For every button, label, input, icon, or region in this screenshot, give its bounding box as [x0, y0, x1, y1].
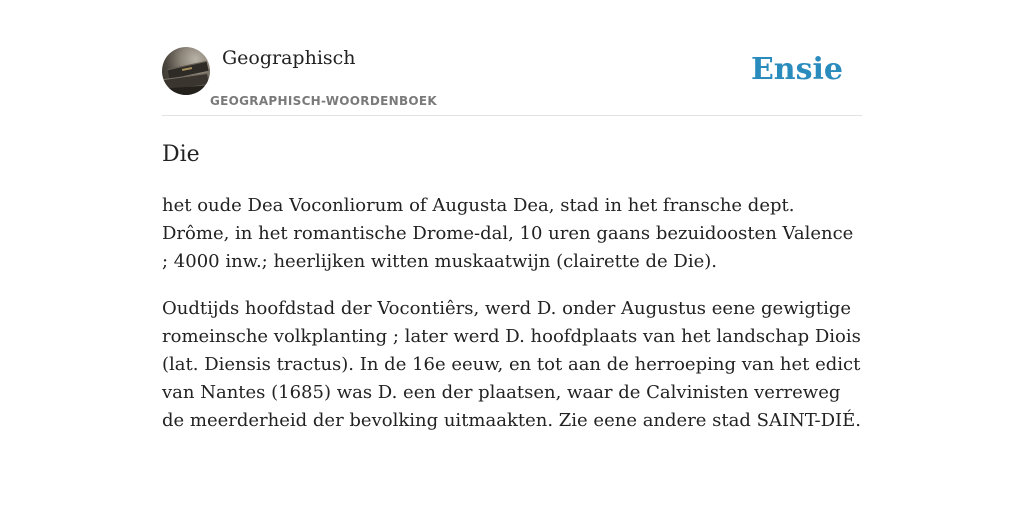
- content-container: [162, 0, 862, 431]
- site-header: [162, 0, 862, 116]
- source-title-link[interactable]: Geographisch: [222, 47, 356, 69]
- brand-logo-link[interactable]: Ensie: [750, 52, 843, 87]
- article-body: [162, 192, 862, 454]
- article-title: Die: [162, 142, 200, 167]
- source-subtitle: GEOGRAPHISCH-WOORDENBOEK: [210, 94, 437, 108]
- article-paragraph: het oude Dea Voconliorum of Augusta Dea, stad in het fransche dept. Drôme, in het romantische Drome-dal, 10 uren gaans bezuidoosten Valence ; 4000 inw.; heerlijken witten muskaatwijn (clairette de Die).: [162, 195, 854, 272]
- article-paragraph: Oudtijds hoofdstad der Vocontiêrs, werd D. onder Augustus eene gewigtige romeinsche volkplanting ; later werd D. hoofdplaats van het landschap Diois (lat. Diensis tractus). In de 16e eeuw, en tot aan de herroeping van het edict van Nantes (1685) was D. een der plaatsen, waar de Calvinisten verreweg de meerderheid der bevolking uitmaakten. Zie eene andere stad SAINT-DIÉ.: [162, 298, 861, 431]
- source-avatar[interactable]: [162, 47, 210, 95]
